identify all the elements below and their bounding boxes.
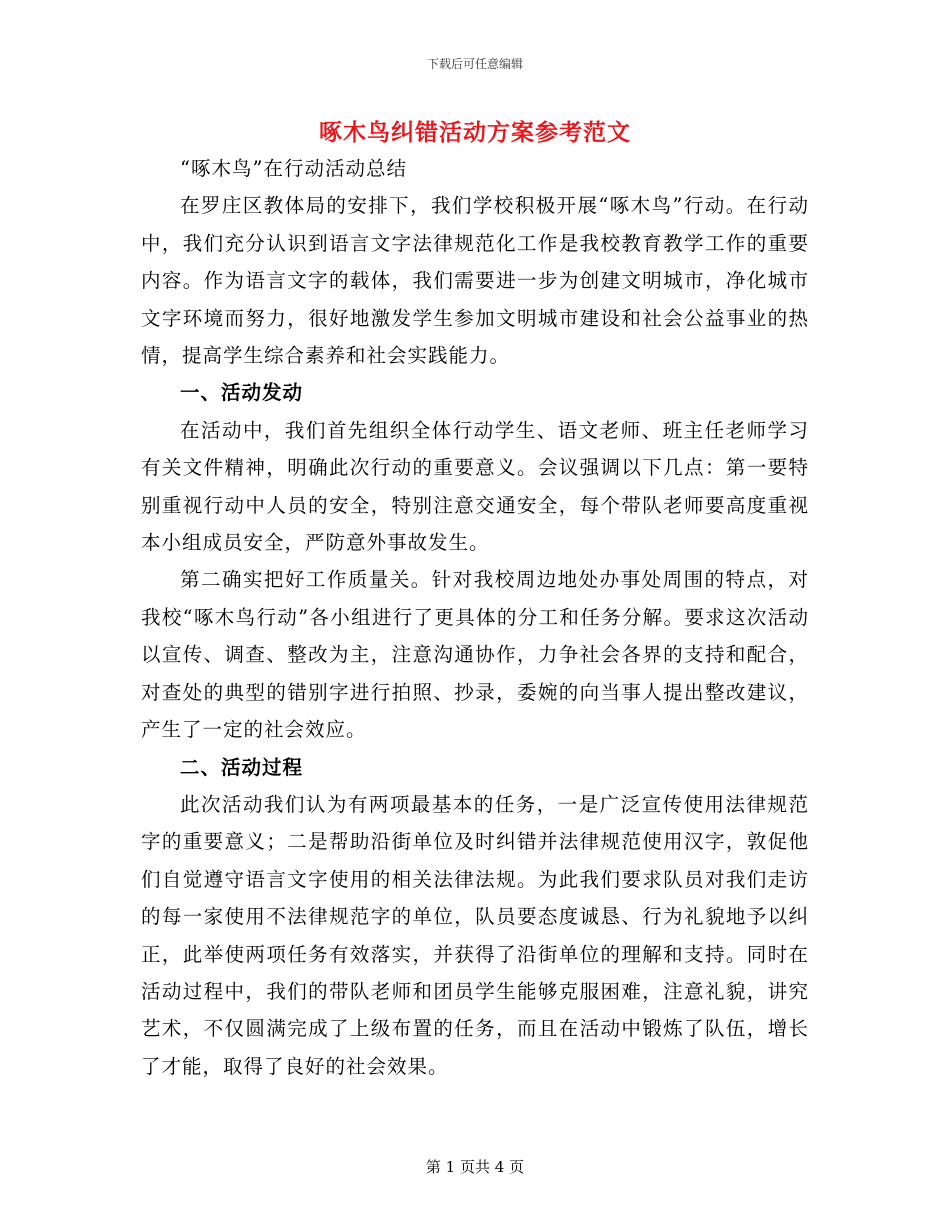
paragraph-2: 第二确实把好工作质量关。针对我校周边地处办事处周围的特点，对我校“啄木鸟行动”各小组进行了更具体的分工和任务分解。要求这次活动以宣传、调查、整改为主，注意沟通协作，力争社会各界的支持和配合，对查处的典型的错别字进行拍照、抄录，委婉的向当事人提出整改建议，产生了一定的社会效应。 — [141, 568, 809, 742]
page-footer: 第 1 页共 4 页 — [425, 1158, 525, 1176]
paragraph-1: 在活动中，我们首先组织全体行动学生、语文老师、班主任老师学习有关文件精神，明确此次行动的重要意义。会议强调以下几点：第一要特别重视行动中人员的安全，特别注意交通安全，每个带队老师要高度重视本小组成员安全，严防意外事故发生。 — [141, 418, 809, 555]
section-heading-2: 二、活动过程 — [180, 755, 304, 779]
section-heading-1: 一、活动发动 — [180, 381, 304, 405]
document-body — [141, 150, 809, 1085]
paragraph-intro: 在罗庄区教体局的安排下，我们学校积极开展“啄木鸟”行动。在行动中，我们充分认识到语言文字法律规范化工作是我校教育教学工作的重要内容。作为语言文字的载体，我们需要进一步为创建文明城市，净化城市文字环境而努力，很好地激发学生参加文明城市建设和社会公益事业的热情，提高学生综合素养和社会实践能力。 — [141, 194, 809, 368]
paragraph-3: 此次活动我们认为有两项最基本的任务，一是广泛宣传使用法律规范字的重要意义；二是帮助沿街单位及时纠错并法律规范使用汉字，敦促他们自觉遵守语言文字使用的相关法律法规。为此我们要求队员对我们走访的每一家使用不法律规范字的单位，队员要态度诚恳、行为礼貌地予以纠正，此举使两项任务有效落实，并获得了沿街单位的理解和支持。同时在活动过程中，我们的带队老师和团员学生能够克服困难，注意礼貌，讲究艺术，不仅圆满完成了上级布置的任务，而且在活动中锻炼了队伍，增长了才能，取得了良好的社会效果。 — [141, 792, 809, 1078]
document-title: 啄木鸟纠错活动方案参考范文 — [319, 119, 631, 146]
page-header: 下载后可任意编辑 — [426, 57, 523, 71]
subtitle: “啄木鸟”在行动活动总结 — [180, 157, 407, 180]
